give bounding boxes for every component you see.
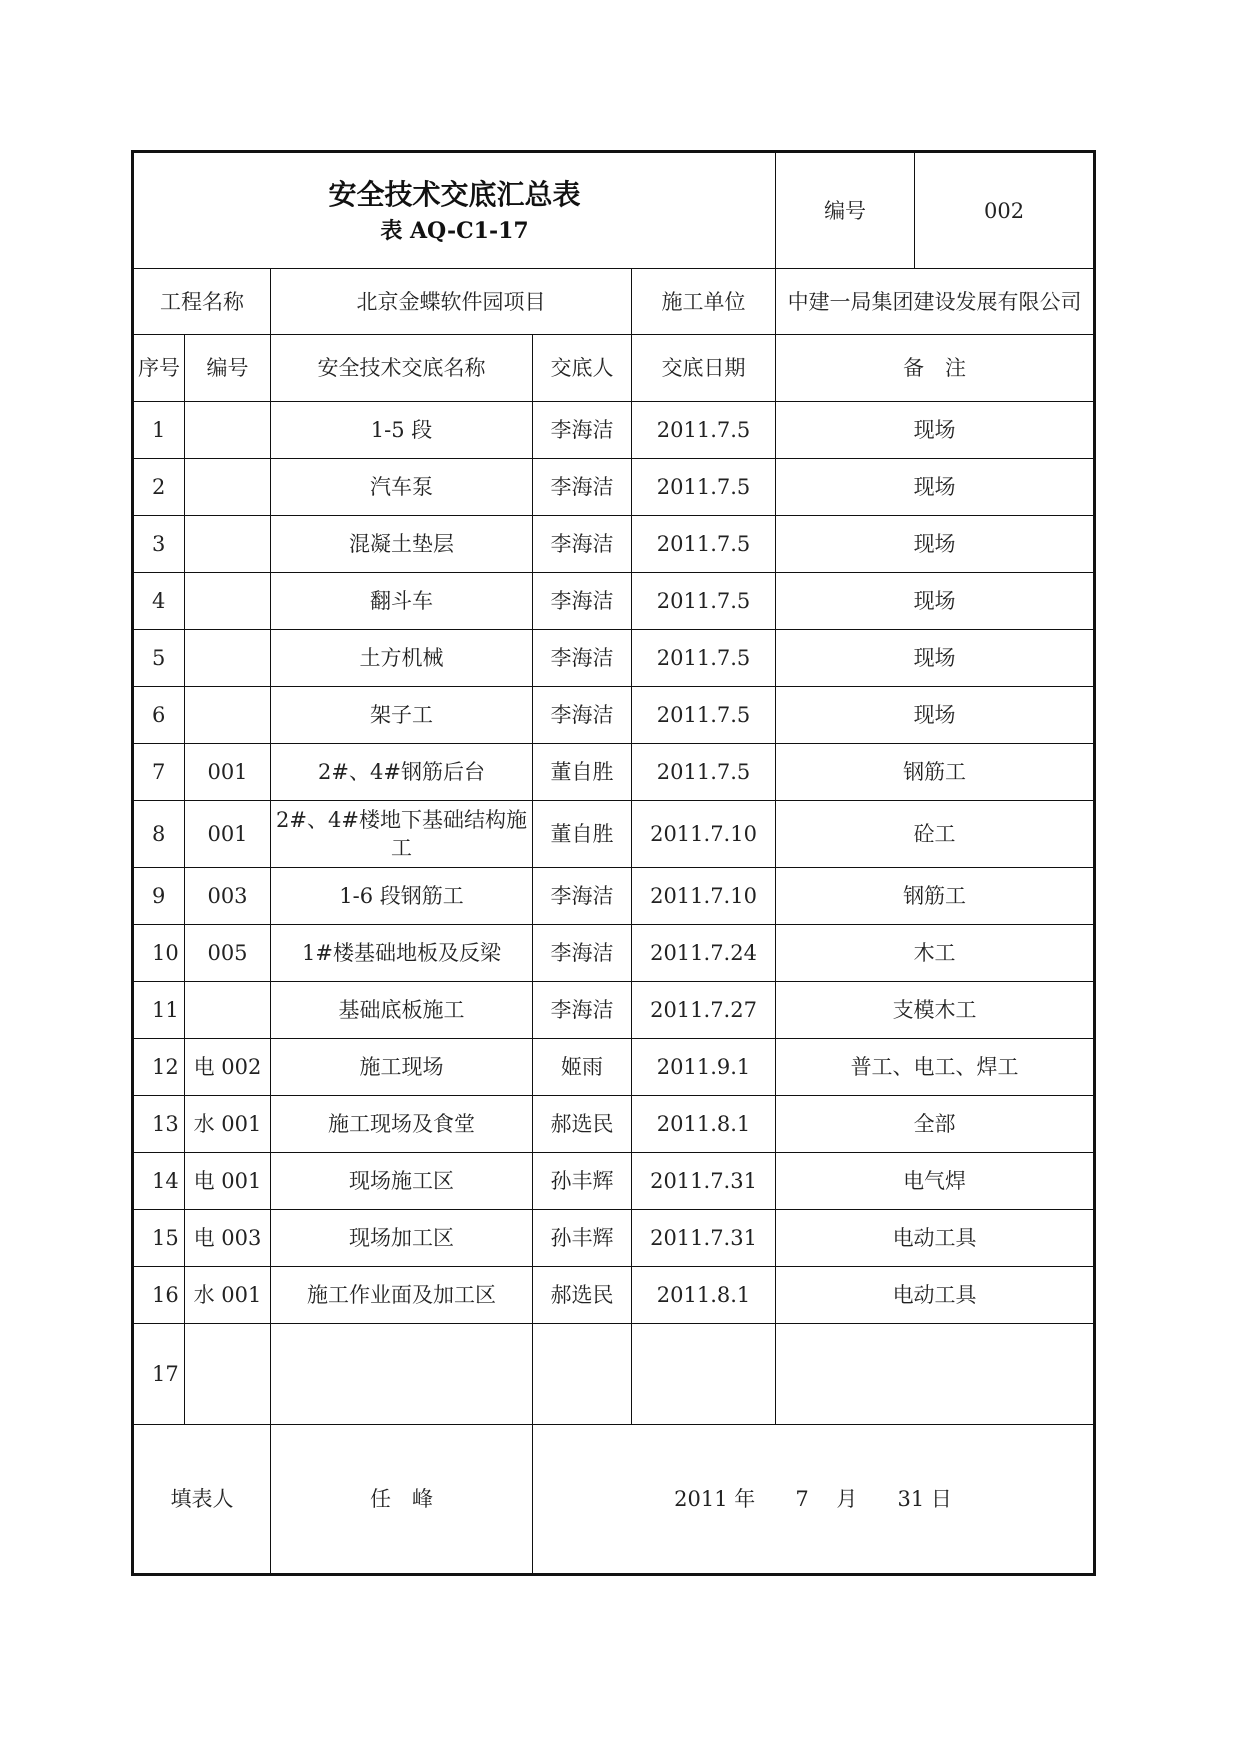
cell-person: 李海洁 bbox=[533, 925, 632, 982]
cell-person: 李海洁 bbox=[533, 459, 632, 516]
cell-code bbox=[185, 402, 271, 459]
cell-date: 2011.8.1 bbox=[632, 1096, 776, 1153]
table-row bbox=[133, 1039, 1095, 1096]
cell-seq: 12 bbox=[133, 1039, 185, 1096]
fill-date bbox=[533, 1425, 1095, 1575]
project-name-value: 北京金蝶软件园项目 bbox=[271, 269, 632, 335]
table-row bbox=[133, 630, 1095, 687]
cell-date: 2011.7.31 bbox=[632, 1153, 776, 1210]
cell-person: 董自胜 bbox=[533, 744, 632, 801]
table-row bbox=[133, 1324, 1095, 1425]
cell-person: 李海洁 bbox=[533, 630, 632, 687]
cell-topic: 1#楼基础地板及反梁 bbox=[271, 925, 533, 982]
cell-code: 电 003 bbox=[185, 1210, 271, 1267]
cell-remark: 砼工 bbox=[776, 801, 1095, 868]
cell-code bbox=[185, 687, 271, 744]
cell-topic: 架子工 bbox=[271, 687, 533, 744]
cell-seq: 4 bbox=[133, 573, 185, 630]
cell-seq: 14 bbox=[133, 1153, 185, 1210]
cell-person: 董自胜 bbox=[533, 801, 632, 868]
cell-code bbox=[185, 630, 271, 687]
cell-code bbox=[185, 516, 271, 573]
cell-date: 2011.9.1 bbox=[632, 1039, 776, 1096]
cell-remark: 现场 bbox=[776, 687, 1095, 744]
cell-code bbox=[185, 1324, 271, 1425]
form-title: 安全技术交底汇总表 bbox=[328, 177, 581, 211]
col-topic-header: 安全技术交底名称 bbox=[271, 335, 533, 402]
cell-remark: 木工 bbox=[776, 925, 1095, 982]
title-cell bbox=[133, 152, 776, 269]
cell-seq: 2 bbox=[133, 459, 185, 516]
fill-date-month: 7 月 bbox=[795, 1487, 858, 1511]
table-row bbox=[133, 573, 1095, 630]
col-remark-header: 备 注 bbox=[776, 335, 1095, 402]
table-row bbox=[133, 925, 1095, 982]
filler-name: 任 峰 bbox=[271, 1425, 533, 1575]
cell-person: 孙丰辉 bbox=[533, 1210, 632, 1267]
table-row bbox=[133, 459, 1095, 516]
cell-topic: 1-6 段钢筋工 bbox=[271, 868, 533, 925]
cell-seq: 15 bbox=[133, 1210, 185, 1267]
cell-topic bbox=[271, 1324, 533, 1425]
cell-topic: 2#、4#楼地下基础结构施工 bbox=[271, 801, 533, 868]
cell-date: 2011.7.5 bbox=[632, 744, 776, 801]
fill-date-day: 31 日 bbox=[897, 1487, 952, 1511]
cell-remark bbox=[776, 1324, 1095, 1425]
cell-topic: 基础底板施工 bbox=[271, 982, 533, 1039]
number-label: 编号 bbox=[776, 152, 915, 269]
cell-topic: 施工作业面及加工区 bbox=[271, 1267, 533, 1324]
cell-person: 李海洁 bbox=[533, 868, 632, 925]
table-row bbox=[133, 982, 1095, 1039]
filler-label: 填表人 bbox=[133, 1425, 271, 1575]
cell-code bbox=[185, 459, 271, 516]
cell-person: 李海洁 bbox=[533, 687, 632, 744]
cell-topic: 现场加工区 bbox=[271, 1210, 533, 1267]
cell-seq: 13 bbox=[133, 1096, 185, 1153]
cell-code: 001 bbox=[185, 801, 271, 868]
cell-topic: 施工现场及食堂 bbox=[271, 1096, 533, 1153]
cell-code: 电 001 bbox=[185, 1153, 271, 1210]
fill-date-year: 2011 年 bbox=[674, 1487, 756, 1511]
cell-remark: 现场 bbox=[776, 516, 1095, 573]
table-row bbox=[133, 1210, 1095, 1267]
cell-date: 2011.7.27 bbox=[632, 982, 776, 1039]
construction-unit-label: 施工单位 bbox=[632, 269, 776, 335]
cell-date: 2011.8.1 bbox=[632, 1267, 776, 1324]
cell-code: 水 001 bbox=[185, 1096, 271, 1153]
cell-remark: 钢筋工 bbox=[776, 868, 1095, 925]
cell-date: 2011.7.5 bbox=[632, 516, 776, 573]
cell-person: 李海洁 bbox=[533, 516, 632, 573]
cell-person: 姬雨 bbox=[533, 1039, 632, 1096]
cell-person: 郝选民 bbox=[533, 1267, 632, 1324]
cell-code: 005 bbox=[185, 925, 271, 982]
table-row bbox=[133, 1153, 1095, 1210]
col-code-header: 编号 bbox=[185, 335, 271, 402]
cell-seq: 10 bbox=[133, 925, 185, 982]
cell-code: 水 001 bbox=[185, 1267, 271, 1324]
cell-date: 2011.7.5 bbox=[632, 573, 776, 630]
cell-code: 003 bbox=[185, 868, 271, 925]
cell-seq: 17 bbox=[133, 1324, 185, 1425]
table-row bbox=[133, 744, 1095, 801]
footer-row bbox=[133, 1425, 1095, 1575]
number-value: 002 bbox=[915, 152, 1095, 269]
cell-remark: 全部 bbox=[776, 1096, 1095, 1153]
cell-person: 郝选民 bbox=[533, 1096, 632, 1153]
cell-person: 李海洁 bbox=[533, 573, 632, 630]
cell-person bbox=[533, 1324, 632, 1425]
cell-seq: 8 bbox=[133, 801, 185, 868]
form-code: 表 AQ-C1-17 bbox=[380, 217, 529, 244]
col-seq-header: 序号 bbox=[133, 335, 185, 402]
table-row bbox=[133, 1267, 1095, 1324]
cell-seq: 9 bbox=[133, 868, 185, 925]
col-person-header: 交底人 bbox=[533, 335, 632, 402]
cell-topic: 1-5 段 bbox=[271, 402, 533, 459]
cell-topic: 翻斗车 bbox=[271, 573, 533, 630]
header-row bbox=[133, 152, 1095, 269]
cell-remark: 现场 bbox=[776, 459, 1095, 516]
cell-remark: 钢筋工 bbox=[776, 744, 1095, 801]
cell-remark: 现场 bbox=[776, 630, 1095, 687]
cell-date: 2011.7.10 bbox=[632, 868, 776, 925]
cell-date bbox=[632, 1324, 776, 1425]
cell-code: 001 bbox=[185, 744, 271, 801]
cell-topic: 2#、4#钢筋后台 bbox=[271, 744, 533, 801]
table-row bbox=[133, 516, 1095, 573]
cell-remark: 现场 bbox=[776, 573, 1095, 630]
cell-date: 2011.7.5 bbox=[632, 630, 776, 687]
cell-date: 2011.7.5 bbox=[632, 402, 776, 459]
cell-seq: 11 bbox=[133, 982, 185, 1039]
cell-remark: 电动工具 bbox=[776, 1210, 1095, 1267]
col-date-header: 交底日期 bbox=[632, 335, 776, 402]
cell-date: 2011.7.24 bbox=[632, 925, 776, 982]
table-row bbox=[133, 402, 1095, 459]
safety-briefing-summary-table bbox=[131, 150, 1096, 1576]
cell-topic: 汽车泵 bbox=[271, 459, 533, 516]
cell-seq: 16 bbox=[133, 1267, 185, 1324]
cell-seq: 1 bbox=[133, 402, 185, 459]
cell-code: 电 002 bbox=[185, 1039, 271, 1096]
cell-person: 李海洁 bbox=[533, 982, 632, 1039]
cell-remark: 现场 bbox=[776, 402, 1095, 459]
cell-seq: 6 bbox=[133, 687, 185, 744]
cell-date: 2011.7.10 bbox=[632, 801, 776, 868]
cell-person: 李海洁 bbox=[533, 402, 632, 459]
cell-remark: 普工、电工、焊工 bbox=[776, 1039, 1095, 1096]
cell-topic: 施工现场 bbox=[271, 1039, 533, 1096]
column-header-row bbox=[133, 335, 1095, 402]
table-row bbox=[133, 1096, 1095, 1153]
table-row bbox=[133, 687, 1095, 744]
cell-remark: 电动工具 bbox=[776, 1267, 1095, 1324]
cell-seq: 3 bbox=[133, 516, 185, 573]
construction-unit-value: 中建一局集团建设发展有限公司 bbox=[776, 269, 1095, 335]
cell-remark: 支模木工 bbox=[776, 982, 1095, 1039]
project-name-label: 工程名称 bbox=[133, 269, 271, 335]
cell-topic: 土方机械 bbox=[271, 630, 533, 687]
cell-person: 孙丰辉 bbox=[533, 1153, 632, 1210]
cell-topic: 现场施工区 bbox=[271, 1153, 533, 1210]
table-row bbox=[133, 868, 1095, 925]
cell-remark: 电气焊 bbox=[776, 1153, 1095, 1210]
cell-code bbox=[185, 573, 271, 630]
cell-date: 2011.7.31 bbox=[632, 1210, 776, 1267]
cell-seq: 7 bbox=[133, 744, 185, 801]
project-row bbox=[133, 269, 1095, 335]
cell-date: 2011.7.5 bbox=[632, 687, 776, 744]
table-row bbox=[133, 801, 1095, 868]
cell-topic: 混凝土垫层 bbox=[271, 516, 533, 573]
cell-code bbox=[185, 982, 271, 1039]
cell-seq: 5 bbox=[133, 630, 185, 687]
cell-date: 2011.7.5 bbox=[632, 459, 776, 516]
